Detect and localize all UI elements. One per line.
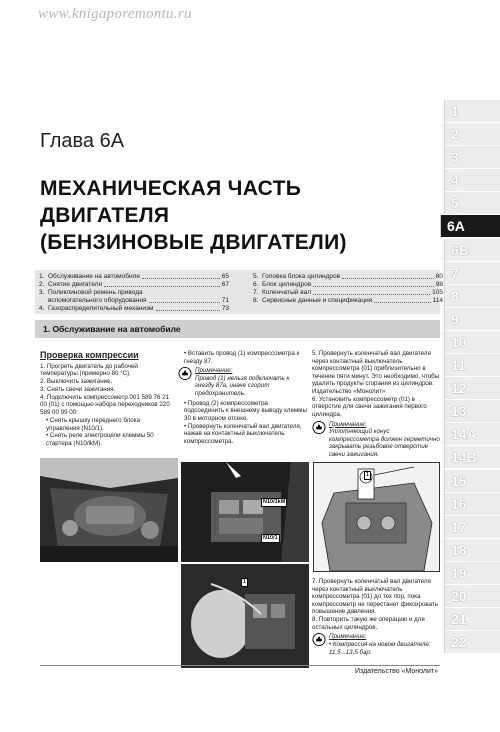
chapter-tab[interactable]: 11: [444, 354, 500, 376]
toc-item[interactable]: [39, 305, 229, 313]
watermark-text: www.knigaporemontu.ru: [38, 6, 192, 22]
toc-number: 2.: [39, 281, 45, 288]
toc-right-column: [253, 273, 443, 305]
toc-page: 67: [221, 281, 229, 288]
chapter-tab[interactable]: 7: [444, 262, 500, 284]
chapter-tab[interactable]: 21: [444, 608, 500, 630]
engine-bay-photo: [40, 458, 178, 562]
toc-page: 98: [435, 281, 443, 288]
toc-leader: [313, 281, 434, 287]
toc-item[interactable]: [253, 289, 443, 297]
chapter-tab[interactable]: 4: [444, 169, 500, 191]
paragraph: 1. Прогреть двигатель до рабочей температуры (примерно 80 °С).: [40, 362, 138, 378]
toc-leader: [142, 273, 220, 279]
label-n10-1km: N10/1kM: [263, 499, 286, 505]
toc-leader: [156, 305, 220, 311]
title-line: (БЕНЗИНОВЫЕ ДВИГАТЕЛИ): [40, 231, 347, 254]
chapter-number: Глава 6A: [40, 130, 125, 152]
paragraph: • Вставить провод (1) компрессометра к гнезду 87.: [184, 350, 300, 365]
compressometer-diagram: [313, 462, 440, 572]
note-text: Уплотняющий конус компрессометра должен герметично закрывать резьбовое отверстие свечи зажигания.: [329, 428, 440, 459]
chapter-tab[interactable]: 15: [444, 470, 500, 492]
toc-number: 5.: [253, 273, 259, 280]
note-content: [329, 633, 440, 656]
paragraph: 5. Провернуть коленчатый вал двигателя через контактный выключатель компрессометра (01) приблизительно в течение пяти минут. Это необходимо, чтобы удалить продукты сгорания из цилиндров. Издательство «Монолит»: [312, 350, 440, 395]
chapter-index: [444, 100, 500, 654]
chapter-tab[interactable]: 2: [444, 123, 500, 145]
footer-divider: [40, 665, 440, 666]
chapter-tab[interactable]: 1: [444, 100, 500, 122]
note-box: [312, 421, 440, 459]
chapter-tab[interactable]: 10: [444, 331, 500, 353]
chapter-tab[interactable]: 22: [444, 631, 500, 653]
toc-page: 65: [221, 273, 229, 280]
chapter-tab[interactable]: 19: [444, 562, 500, 584]
toc-number: 7.: [253, 289, 259, 296]
title-line: МЕХАНИЧЕСКАЯ ЧАСТЬ: [40, 177, 302, 200]
toc-page: 73: [221, 305, 229, 312]
warning-hand-icon: [178, 367, 192, 380]
chapter-tab[interactable]: 12: [444, 377, 500, 399]
note-box: [178, 367, 308, 397]
toc-item[interactable]: [253, 297, 443, 305]
engine-bay-illustration: [40, 458, 178, 562]
note-text: Провод (1) нельзя подключать к гнезду 87a, иначе сгорит предохранитель.: [195, 374, 290, 397]
toc-text: Поликлиновой ремень привода: [48, 289, 143, 296]
chapter-tab[interactable]: 9: [444, 308, 500, 330]
toc-leader: [313, 289, 430, 295]
chapter-tab[interactable]: 14A: [444, 423, 500, 445]
paragraph: 6. Установить компрессометр (01) в отверстие для свечи зажигания первого цилиндра.: [312, 395, 427, 419]
chapter-tab[interactable]: 8: [444, 285, 500, 307]
toc-number: 4.: [39, 305, 45, 312]
chapter-tab[interactable]: 18: [444, 539, 500, 561]
chapter-tab[interactable]: 6A: [440, 215, 500, 237]
note-box: [312, 633, 440, 656]
toc-number: 6.: [253, 281, 259, 288]
table-of-contents: [35, 270, 443, 314]
relay-photo: [181, 564, 309, 668]
chapter-tab[interactable]: 3: [444, 146, 500, 168]
toc-leader: [104, 281, 220, 287]
toc-leader: [342, 273, 434, 279]
paragraph: 4. Подключить компрессометр 001 589 76 21 00 (01) с помощью набора переходников 220 589 00 99 00:: [40, 393, 170, 417]
toc-text: вспомогательного оборудования: [48, 297, 147, 304]
note-title: Примечание:: [329, 420, 367, 428]
fuse-box-photo: [181, 462, 309, 562]
toc-page: 80: [435, 273, 443, 280]
note-text: • Компрессия на новом двигателе: 11,5...13,5 бар.: [329, 641, 431, 656]
paragraph: • Провернуть коленчатый вал двигателя, нажав на контактный выключатель компрессометра.: [184, 422, 302, 445]
compressometer-illustration: [314, 463, 440, 572]
chapter-tab[interactable]: 5: [444, 192, 500, 214]
note-title: Примечание:: [195, 367, 233, 375]
paragraph: 8. Повторить такую же операцию и для остальных цилиндров.: [312, 616, 425, 631]
toc-item[interactable]: [253, 273, 443, 281]
label-1: 1: [243, 579, 247, 585]
note-title: Примечание:: [329, 633, 367, 641]
toc-text: Снятие двигателя: [48, 281, 103, 288]
toc-page: 114: [432, 297, 443, 304]
toc-page: 105: [432, 289, 443, 296]
toc-left-column: [39, 273, 229, 313]
chapter-tab[interactable]: 17: [444, 516, 500, 538]
toc-text: Сервисные данные и спецификация: [262, 297, 373, 304]
toc-number: 1.: [39, 273, 45, 280]
label-01: 1: [366, 472, 369, 478]
toc-number: 3.: [39, 289, 45, 296]
toc-text: Блок цилиндров: [262, 281, 312, 288]
toc-page: 71: [221, 297, 229, 304]
paragraph: 7. Провернуть коленчатый вал двигателя через контактный выключатель компрессометра (01) до тех пор, пока компрессометр не перестанет фиксировать повышение давления.: [312, 578, 438, 616]
paragraph: 2. Выключить зажигание.: [40, 378, 113, 386]
toc-number: 8.: [253, 297, 259, 304]
subsection-heading: Проверка компрессии: [40, 350, 139, 360]
toc-item[interactable]: [39, 297, 229, 305]
fuse-box-illustration: [181, 462, 309, 562]
toc-text: Обслуживание на автомобиле: [48, 273, 140, 280]
note-content: [329, 421, 440, 459]
section-heading: 1. Обслуживание на автомобиле: [35, 320, 440, 338]
toc-leader: [374, 297, 430, 303]
toc-item[interactable]: [39, 273, 229, 281]
warning-hand-icon: [312, 421, 326, 434]
publisher-footer: Издательство «Монолит»: [354, 668, 438, 675]
toc-item[interactable]: [39, 281, 229, 289]
paragraph: • Снять реле электроцепи клеммы 50 стартера (N10/lkM).: [46, 432, 154, 448]
text-column-3: [312, 350, 440, 461]
warning-hand-icon: [312, 633, 326, 646]
toc-text: Коленчатый вал: [262, 289, 311, 296]
toc-number: [39, 297, 48, 305]
toc-text: Газораспределительный механизм: [48, 305, 154, 312]
toc-item[interactable]: [39, 289, 229, 297]
text-column-4: [312, 578, 440, 658]
toc-text: Головка блока цилиндров: [262, 273, 341, 280]
paragraph: • Снять крышку переднего блока управления (N10/1).: [46, 416, 141, 432]
label-n10-1: N10/1: [263, 535, 278, 541]
chapter-title: [40, 175, 440, 256]
chapter-tab[interactable]: 20: [444, 585, 500, 607]
paragraph: • Провод (2) компрессометра подсоединить к внешнему выводу клеммы 30 в моторном отсеке.: [184, 399, 307, 422]
chapter-tab[interactable]: 14B: [444, 446, 500, 468]
note-content: [195, 367, 308, 397]
title-line: ДВИГАТЕЛЯ: [40, 204, 170, 227]
chapter-tab[interactable]: 16: [444, 493, 500, 515]
text-column-1: [40, 352, 170, 448]
text-column-2: [178, 350, 308, 446]
toc-item[interactable]: [253, 281, 443, 289]
paragraph: 3. Снять свечи зажигания.: [40, 385, 116, 393]
chapter-tab[interactable]: 6B: [444, 239, 500, 261]
toc-leader: [149, 297, 220, 303]
chapter-tab[interactable]: 13: [444, 400, 500, 422]
